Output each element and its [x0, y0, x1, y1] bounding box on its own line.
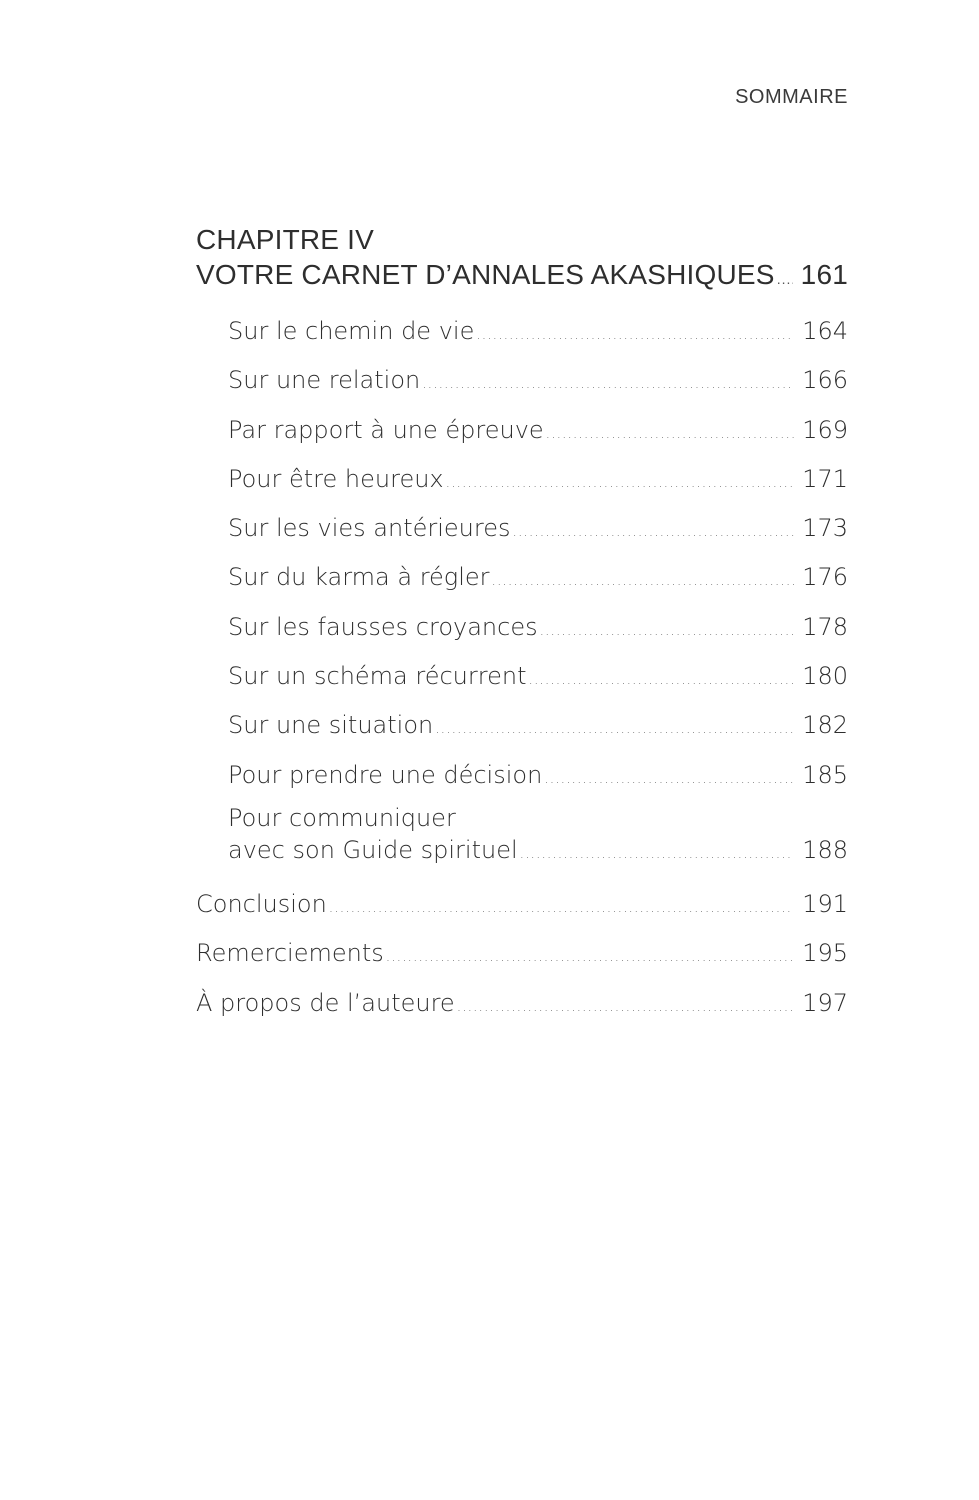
entry-title: À propos de l’auteure [196, 988, 455, 1017]
entry-title: Pour être heureux [228, 464, 444, 493]
toc-entry[interactable] [196, 506, 848, 555]
dot-leader [544, 757, 794, 802]
entry-title: Conclusion [196, 889, 327, 918]
toc-entry-multiline[interactable] [196, 802, 848, 870]
entry-title: Sur le chemin de vie [228, 317, 475, 345]
entry-title: Sur les fausses croyances [228, 612, 538, 641]
entry-title-line1: Pour communiquer [228, 803, 456, 832]
dot-leader [329, 886, 794, 931]
dot-leader [492, 559, 795, 604]
toc-entry[interactable] [196, 703, 848, 752]
dot-leader [386, 935, 794, 980]
entry-page-number: 164 [802, 317, 848, 345]
toc-entry[interactable] [196, 654, 848, 703]
entry-page-number: 173 [802, 514, 848, 543]
toc-entry-auteure[interactable] [196, 981, 848, 1030]
toc-entry[interactable] [196, 555, 848, 604]
dot-leader [540, 609, 795, 654]
entry-page-number: 182 [802, 711, 848, 740]
entry-page-number: 178 [802, 612, 848, 641]
toc-entry[interactable] [196, 408, 848, 457]
entry-page-number: 169 [802, 415, 848, 444]
toc-entry[interactable] [196, 457, 848, 506]
running-head: SOMMAIRE [735, 86, 848, 108]
entry-page-number: 171 [802, 464, 848, 493]
dot-leader [446, 461, 795, 506]
dot-leader [422, 362, 794, 407]
entry-page-number: 195 [802, 939, 848, 968]
toc-entry-conclusion[interactable] [196, 882, 848, 931]
entry-title: Par rapport à une épreuve [228, 415, 544, 444]
entry-title: Pour prendre une décision [228, 760, 543, 789]
dot-leader [457, 985, 794, 1030]
dot-leader [529, 658, 795, 703]
toc-entry-remerciements[interactable] [196, 931, 848, 980]
section-list [196, 309, 848, 870]
table-of-contents [196, 222, 848, 1030]
dot-leader [435, 707, 794, 752]
dot-leader [476, 313, 794, 358]
back-matter-list [196, 882, 848, 1030]
entry-page-number: 191 [802, 889, 848, 918]
entry-title: Sur du karma à régler [228, 563, 490, 592]
entry-page-number: 166 [802, 366, 848, 395]
entry-page-number: 176 [802, 563, 848, 592]
entry-page-number: 185 [802, 760, 848, 789]
chapter-heading [196, 222, 848, 296]
toc-entry[interactable] [196, 753, 848, 802]
entry-page-number: 180 [802, 662, 848, 691]
entry-title: Sur les vies antérieures [228, 514, 511, 543]
dot-leader [513, 510, 795, 555]
toc-entry[interactable] [196, 605, 848, 654]
toc-entry[interactable] [196, 358, 848, 407]
entry-title: Sur une relation [228, 366, 421, 395]
entry-title-line2: avec son Guide spirituel [228, 835, 518, 864]
entry-title: Remerciements [196, 939, 384, 968]
toc-entry[interactable] [196, 309, 848, 358]
entry-title: Sur une situation [228, 711, 434, 740]
dot-leader [520, 838, 795, 870]
entry-title: Sur un schéma récurrent [228, 662, 527, 691]
entry-page-number: 197 [802, 988, 848, 1017]
chapter-entry[interactable] [196, 258, 848, 296]
dot-leader [777, 262, 793, 296]
chapter-title: VOTRE CARNET D’ANNALES AKASHIQUES [196, 259, 775, 290]
chapter-page-number: 161 [800, 259, 848, 290]
chapter-label: CHAPITRE IV [196, 224, 375, 255]
dot-leader [546, 412, 795, 457]
entry-page-number: 188 [802, 835, 848, 864]
